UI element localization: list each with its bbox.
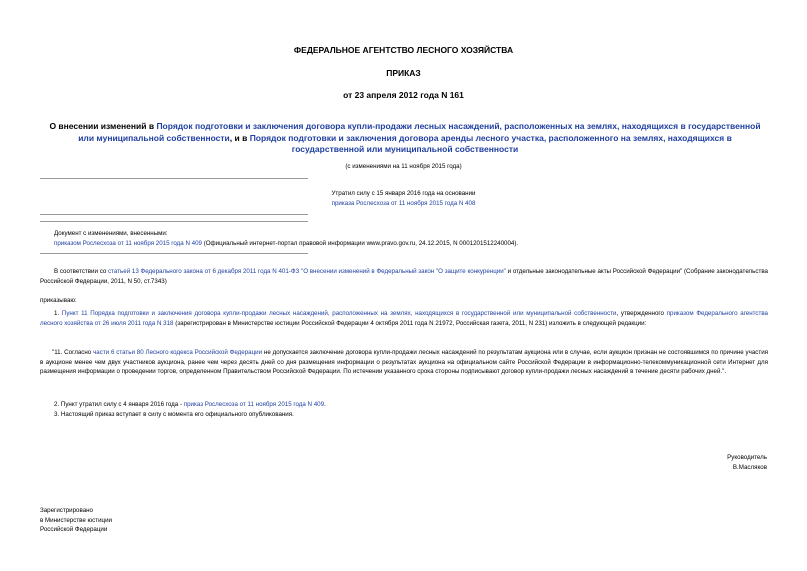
changes-doc-label: Документ с изменениями, внесенными: [54,230,168,237]
doc-title [45,121,765,156]
doc-type: ПРИКАЗ [386,68,421,78]
forest-code-link[interactable]: части 6 статьи 80 Лесного кодекса Российской Федерации [93,349,263,356]
divider [40,178,308,179]
divider [40,221,308,222]
amended-note: (с изменениями на 11 ноября 2015 года) [345,163,462,170]
title-middle: , и в [229,132,250,143]
item-3: 3. Настоящий приказ вступает в силу с момента его официального опубликования. [54,411,294,418]
quote-body: не допускается заключение договора купли-продажи лесных насаждений по результатам аукциона или в случае, если аукцион признан не состоявшимся по причине участия в аукционе менее чем двух участников аукциона, ранее чем через десять дней со дня размещения информации о результатах аукциона на официальном сайте Российской Федерации в информационно-телекоммуникационной сети Интернет для размещения информации о проведении торгов, определенном Правительством Российской Федерации. По истечении указанного срока стороны подписывают договор купли-продажи лесных насаждений в течение десяти рабочих дней.". [40,349,769,376]
title-link-sale-procedure[interactable]: Порядок подготовки и заключения договора купли-продажи лесных насаждений, расположенных на землях, находящихся в государственной или муниципальной собственности [78,121,761,143]
signature-role: Руководитель [727,454,767,461]
registration-line-1: Зарегистрировано [40,507,93,514]
item-1-clause-link[interactable]: Пункт 11 Порядка подготовки и заключения договора купли-продажи лесных насаждений, расположенных на землях, находящихся в государственной или муниципальной собственности [61,310,617,317]
preamble-text-end: и отдельные законодательные акты Российской Федерации" (Собрание законодательства Российской Федерации, 2011, N 50, ст.7343) [40,268,768,285]
quote-start: "11. Согласно [52,349,94,356]
signature [600,453,767,472]
doc-date-number: от 23 апреля 2012 года N 161 [343,90,464,100]
preamble-text: В соответствии со [54,268,109,275]
item-1-text-end: (зарегистрирован в Министерстве юстиции Российской Федерации 4 октября 2011 года N 21972, Российская газета, 2011, N 231) изложить в следующей редакции: [173,319,647,327]
registration-line-2: в Министерстве юстиции [40,516,113,524]
item-1-order-link[interactable]: приказом Федерального агентства лесного хозяйства от 26 июля 2011 года N 318 [40,310,768,327]
signature-name: В.Масляков [732,463,767,471]
item-1-text: , утвержденного [616,310,667,317]
registration-note [40,506,240,535]
divider [40,214,308,215]
registration-line-3: Российской Федерации [40,526,108,533]
quote-paragraph [40,348,768,377]
divider [40,253,308,254]
changes-doc-link[interactable]: приказом Рослесхоза от 11 ноября 2015 года N 409 [54,240,202,247]
expired-note [0,189,807,208]
expired-line: Утратил силу с 15 января 2016 года на основании [331,190,476,197]
order-word: приказываю: [40,297,77,304]
item-1 [40,309,768,328]
item-1-num: 1. [54,310,62,317]
preamble [40,267,768,286]
changes-doc-rest: (Официальный интернет-портал правовой информации www.pravo.gov.ru, 24.12.2015, N 0001201512240004). [201,240,519,247]
item-2-text: 2. Пункт утратил силу с 4 января 2016 года - [54,401,184,408]
changes-doc-line [54,239,774,249]
item-2-link[interactable]: приказ Рослесхоза от 11 ноября 2015 года N 409 [183,401,325,408]
expired-link[interactable]: приказа Рослесхоза от 11 ноября 2015 года N 408 [331,199,476,207]
item-2-end: . [324,401,326,408]
agency-name: ФЕДЕРАЛЬНОЕ АГЕНТСТВО ЛЕСНОГО ХОЗЯЙСТВА [293,45,514,55]
item-2 [40,400,768,410]
title-link-lease-procedure[interactable]: Порядок подготовки и заключения договора аренды лесного участка, расположенного на землях, находящихся в государственной или муниципальной собственности [249,132,732,154]
title-prefix: О внесении изменений в [49,121,157,131]
preamble-law-link[interactable]: статьей 13 Федерального закона от 6 декабря 2011 года N 401-ФЗ "О внесении изменений в Федеральный закон "О защите конкуренции" [108,268,506,275]
